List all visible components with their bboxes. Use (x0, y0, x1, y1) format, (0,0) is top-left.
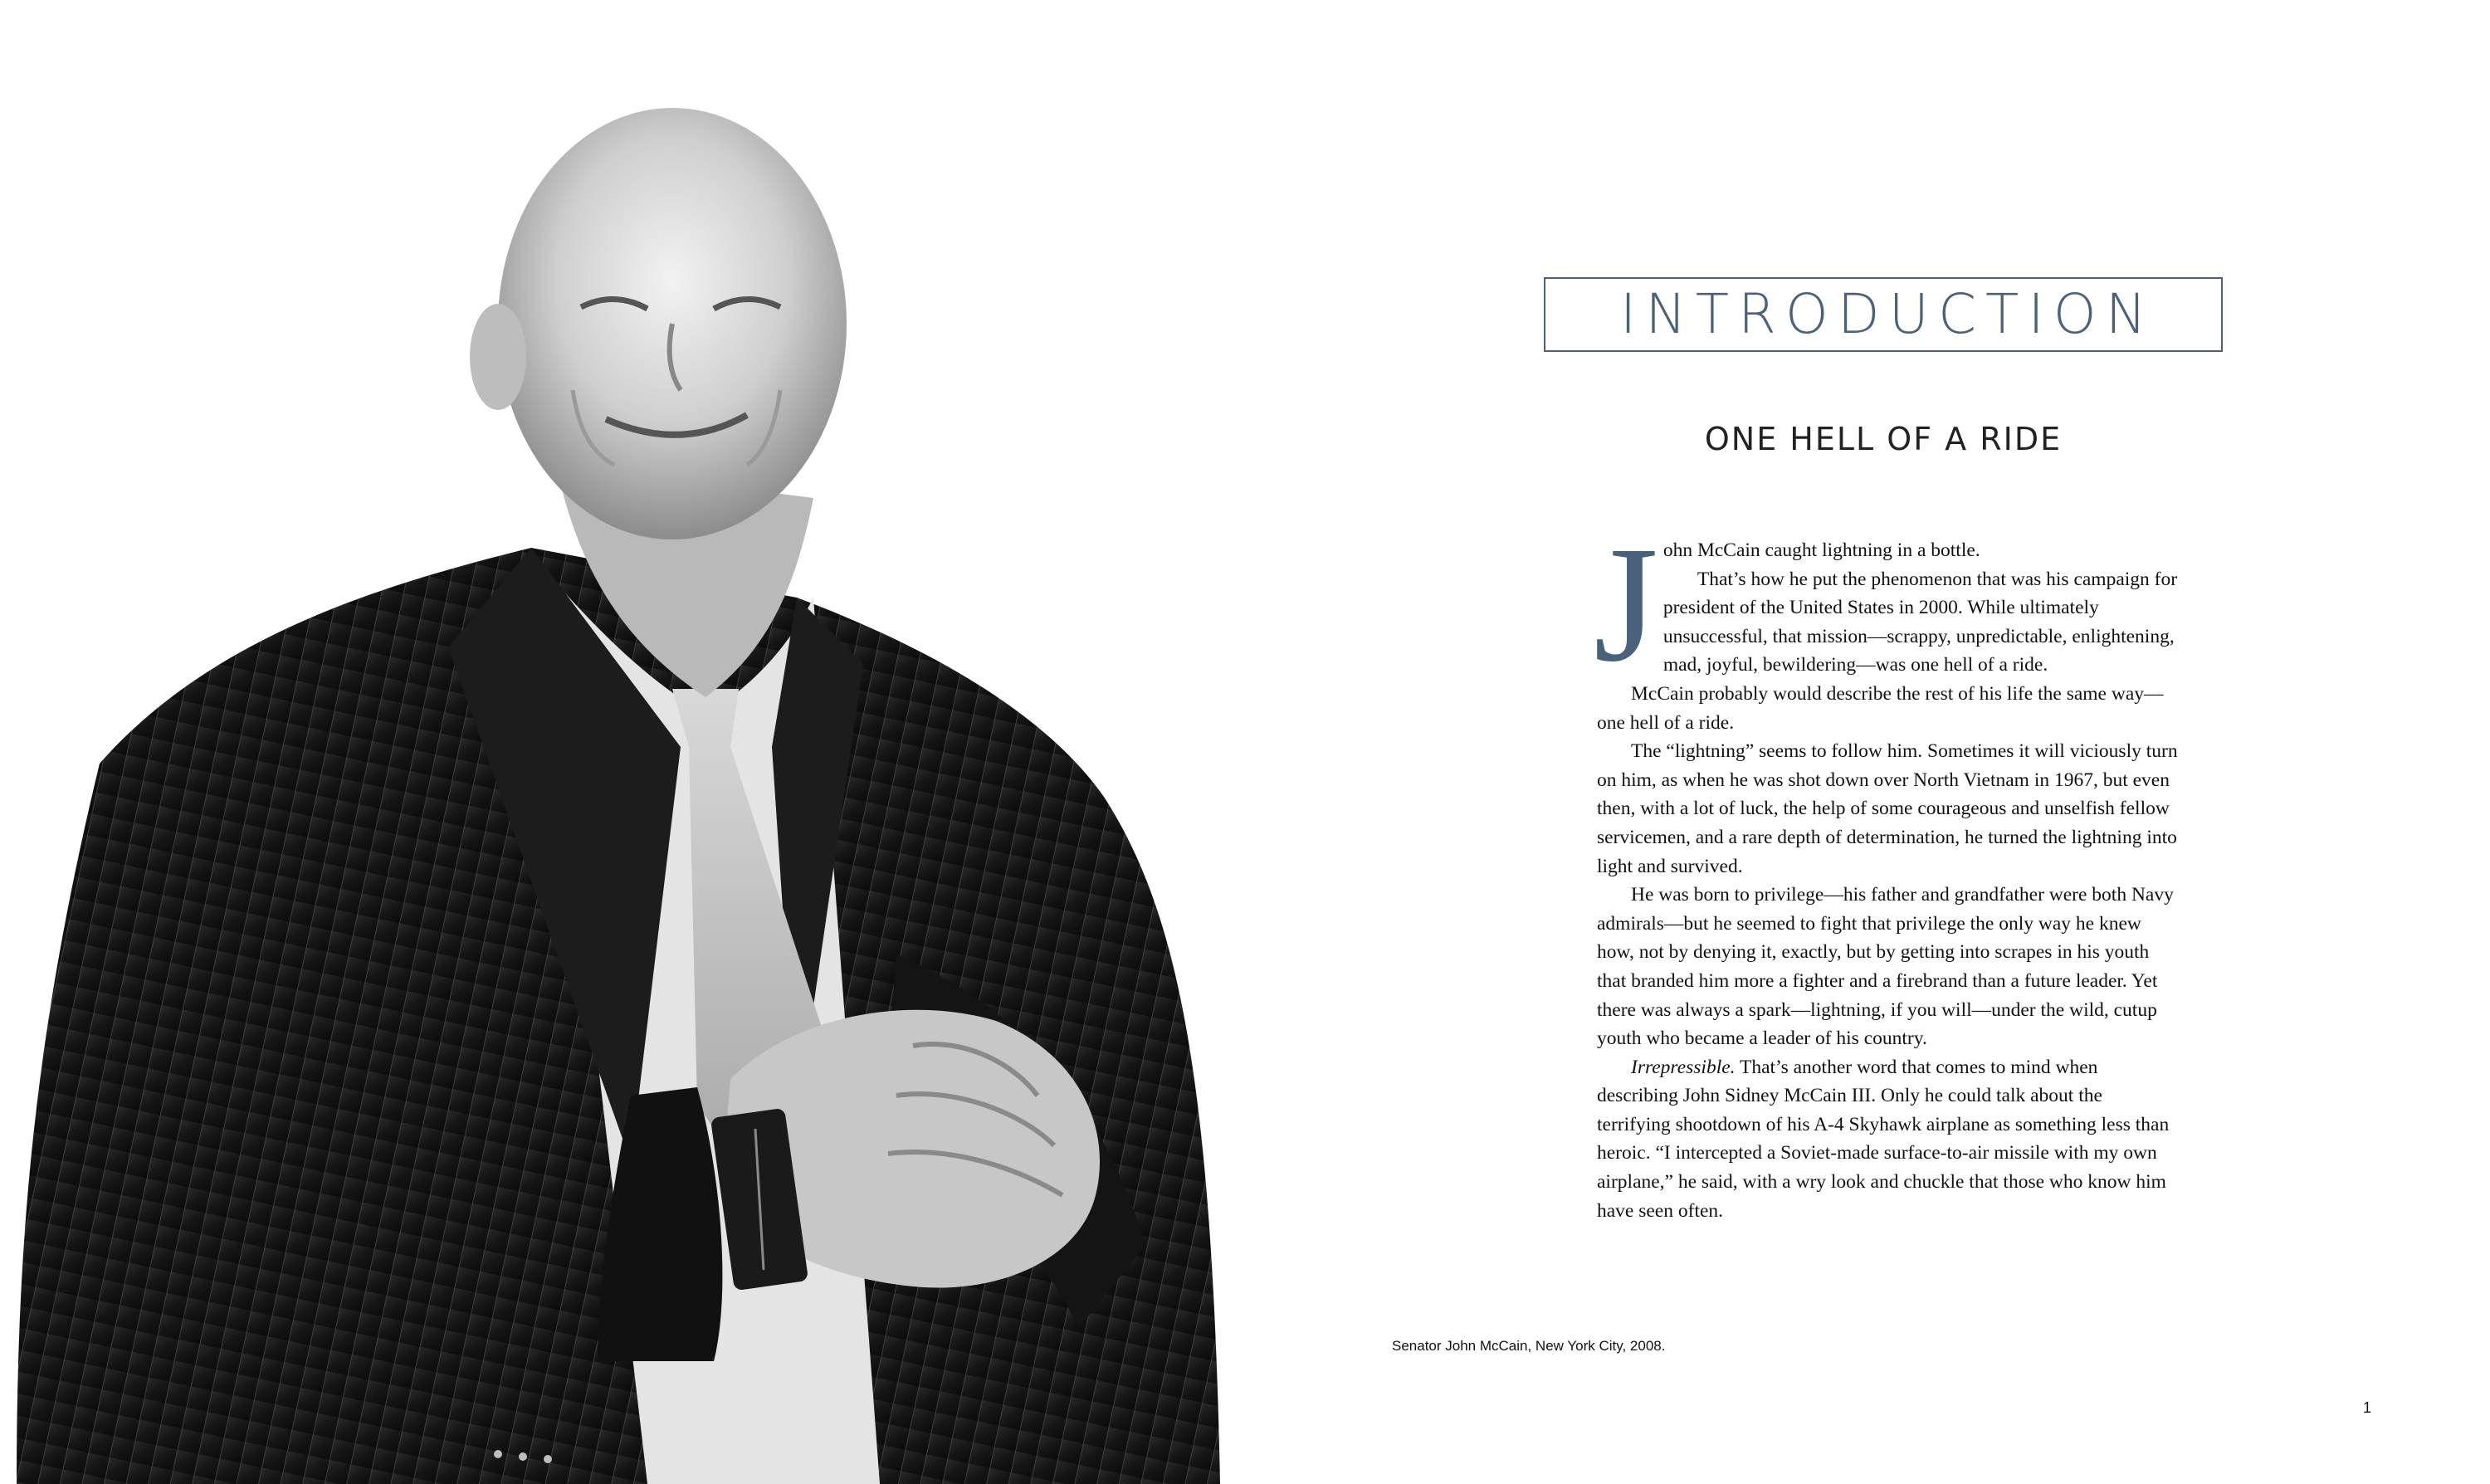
paragraph-4: The “lightning” seems to follow him. Sometimes it will viciously turn on him, as when he was shot down over North Vietnam in 1967, but even then, with a lot of luck, the help of some courageous and unselfish fellow servicemen, and a rare depth of determination, he turned the lightning into light and survived. (1597, 740, 2178, 877)
paragraph-2: That’s how he put the phenomenon that was his campaign for president of the United States in 2000. While ultimately unsuccessful, that mission—scrappy, unpredictable, enlightening, mad, joyful, bewildering—was one hell of a ride. (1662, 568, 2178, 676)
drop-cap: J (1594, 513, 1658, 696)
paragraph-1: John McCain caught lightning in a bottle. That’s how he put the phenomenon that was his campaign for president of the United States in 2000. While ultimately unsuccessful, that mission—scrappy, unpredictable, enlightening, mad, joyful, bewildering—was one hell of a ride. (1594, 513, 2178, 696)
chapter-title: INTRODUCTION (1619, 282, 2156, 346)
chapter-title-box (1544, 277, 2223, 352)
chapter-subtitle: ONE HELL OF A RIDE (1704, 421, 2063, 457)
italic-word: Irrepressible. (1631, 1056, 1736, 1078)
page-number: 1 (2363, 1399, 2372, 1416)
photo-caption: Senator John McCain, New York City, 2008. (1392, 1338, 1666, 1354)
body-text (1594, 513, 2178, 1225)
paragraph-6: Irrepressible. That’s another word that comes to mind when describing John Sidney McCain III. Only he could talk about the terrifying shootdown of his A-4 Skyhawk airplane as something less than heroic. “I intercepted a Soviet-made surface-to-air missile with my own airplane,” he said, with a wry look and chuckle that those who know him have seen often. (1597, 1056, 2170, 1222)
paragraph-3: McCain probably would describe the rest of his life the same way—one hell of a ride. (1597, 682, 2164, 734)
paragraph-5: He was born to privilege—his father and grandfather were both Navy admirals—but he seemed to fight that privilege the only way he knew how, not by denying it, exactly, but by getting into scrapes in his youth that branded him more a fighter and a firebrand than a future leader. Yet there was always a spark—lightning, if you will—under the wild, cutup youth who became a leader of his country. (1597, 884, 2174, 1050)
